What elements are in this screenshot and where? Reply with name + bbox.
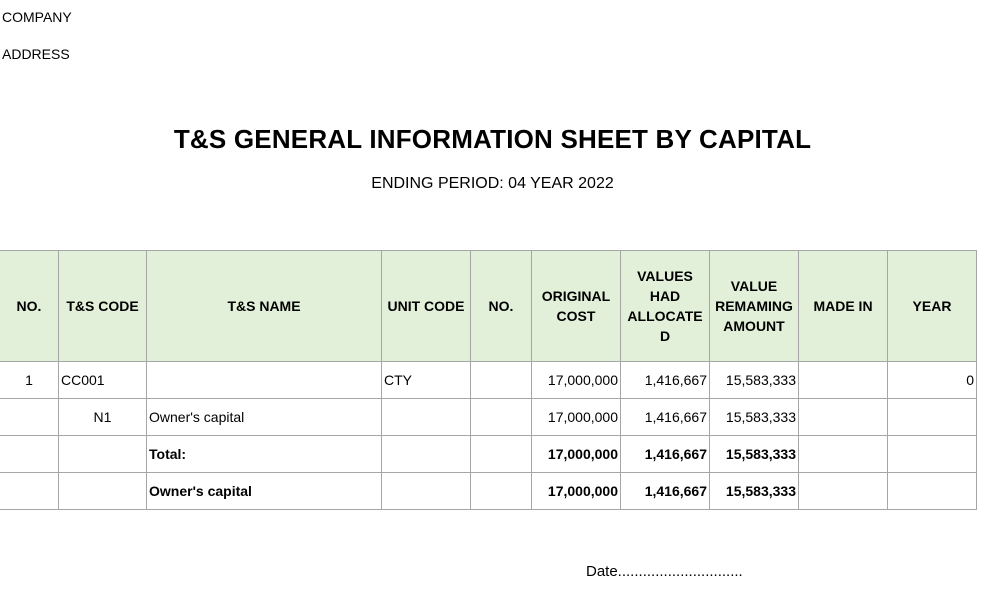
col-header-made-in: MADE IN (799, 251, 888, 362)
col-header-ts-name: T&S NAME (147, 251, 382, 362)
cell-year (888, 436, 977, 473)
cell-year: 0 (888, 362, 977, 399)
cell-no (0, 473, 59, 510)
header-row (0, 251, 977, 362)
cell-allocated: 1,416,667 (621, 473, 710, 510)
cell-original-cost: 17,000,000 (532, 436, 621, 473)
cell-unit-code: CTY (382, 362, 471, 399)
cell-made-in (799, 399, 888, 436)
cell-remaining: 15,583,333 (710, 399, 799, 436)
cell-allocated: 1,416,667 (621, 399, 710, 436)
cell-original-cost: 17,000,000 (532, 362, 621, 399)
cell-ts-code: N1 (59, 399, 147, 436)
cell-remaining: 15,583,333 (710, 473, 799, 510)
cell-ts-code (59, 436, 147, 473)
cell-ts-code: CC001 (59, 362, 147, 399)
col-header-year: YEAR (888, 251, 977, 362)
col-header-values-allocated: VALUES HAD ALLOCATE D (621, 251, 710, 362)
col-header-ts-code: T&S CODE (59, 251, 147, 362)
total-row (0, 436, 977, 473)
address-label: ADDRESS (2, 46, 70, 62)
cell-allocated: 1,416,667 (621, 362, 710, 399)
cell-no-2 (471, 399, 532, 436)
col-header-unit-code: UNIT CODE (382, 251, 471, 362)
table-row (0, 399, 977, 436)
cell-original-cost: 17,000,000 (532, 399, 621, 436)
cell-ts-code (59, 473, 147, 510)
cell-total-label: Total: (147, 436, 382, 473)
sheet-title: T&S GENERAL INFORMATION SHEET BY CAPITAL (173, 124, 812, 154)
cell-unit-code (382, 399, 471, 436)
col-header-no-2: NO. (471, 251, 532, 362)
cell-year (888, 473, 977, 510)
company-label: COMPANY (2, 9, 72, 25)
cell-no-2 (471, 473, 532, 510)
cell-made-in (799, 436, 888, 473)
cell-no: 1 (0, 362, 59, 399)
cell-allocated: 1,416,667 (621, 436, 710, 473)
cell-unit-code (382, 436, 471, 473)
cell-year (888, 399, 977, 436)
date-line: Date.............................. (586, 563, 743, 580)
subtotal-row (0, 473, 977, 510)
col-header-value-remaining: VALUE REMAMING AMOUNT (710, 251, 799, 362)
cell-made-in (799, 473, 888, 510)
cell-no-2 (471, 362, 532, 399)
cell-ts-name (147, 362, 382, 399)
cell-made-in (799, 362, 888, 399)
cell-no-2 (471, 436, 532, 473)
cell-unit-code (382, 473, 471, 510)
cell-ts-name: Owner's capital (147, 399, 382, 436)
ending-period: ENDING PERIOD: 04 YEAR 2022 (371, 175, 614, 192)
cell-no (0, 436, 59, 473)
capital-table (0, 250, 977, 510)
cell-ts-name: Owner's capital (147, 473, 382, 510)
cell-original-cost: 17,000,000 (532, 473, 621, 510)
cell-remaining: 15,583,333 (710, 362, 799, 399)
cell-remaining: 15,583,333 (710, 436, 799, 473)
col-header-no: NO. (0, 251, 59, 362)
table-row (0, 362, 977, 399)
col-header-original-cost: ORIGINAL COST (532, 251, 621, 362)
cell-no (0, 399, 59, 436)
